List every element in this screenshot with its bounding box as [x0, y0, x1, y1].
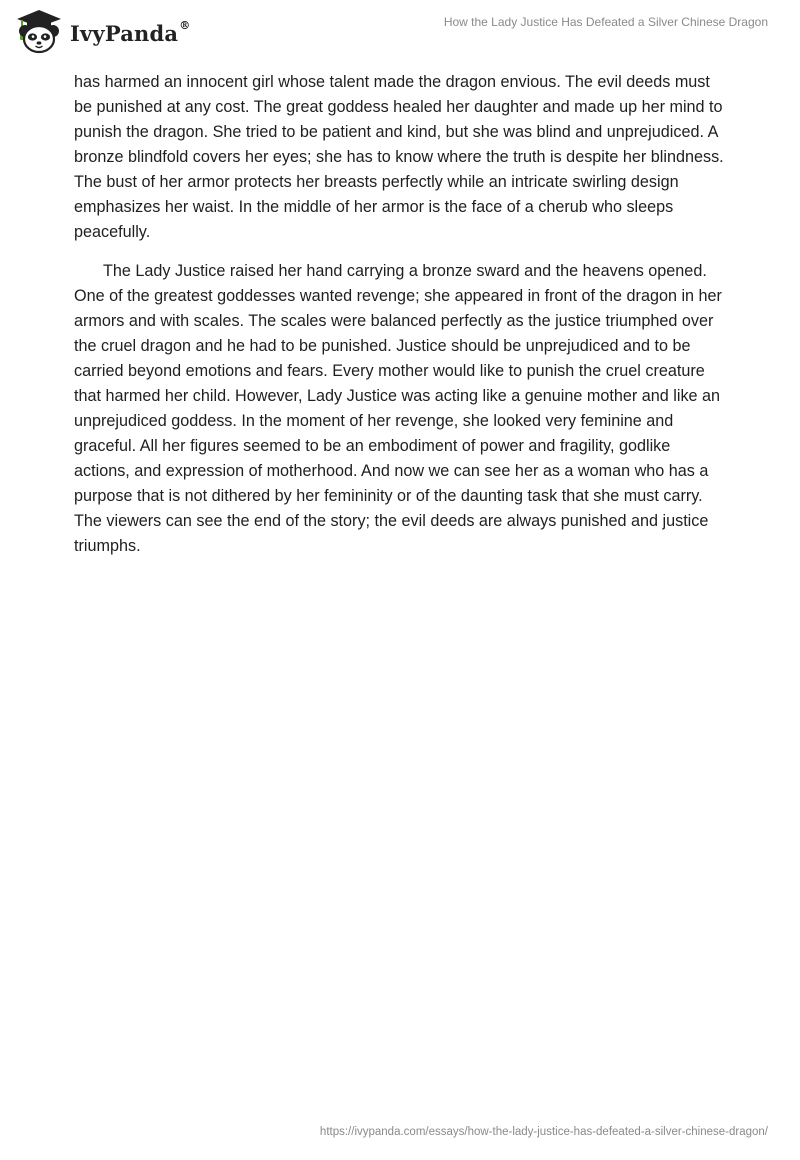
essay-body — [74, 70, 726, 573]
brand-name: IvyPanda® — [70, 18, 191, 46]
panda-graduate-icon — [14, 8, 64, 54]
registered-mark: ® — [179, 18, 191, 32]
paragraph-continued: has harmed an innocent girl whose talent made the dragon envious. The evil deeds must be punished at any cost. The great goddess healed her daughter and made up her mind to punish the dragon. She tried to be patient and kind, but she was blind and unprejudiced. A bronze blindfold covers her eyes; she has to know where the truth is despite her blindness. The bust of her armor protects her breasts perfectly while an intricate swirling design emphasizes her waist. In the middle of her armor is the face of a cherub who sleeps peacefully. — [74, 73, 724, 241]
ivypanda-logo[interactable] — [14, 8, 190, 54]
source-url[interactable]: https://ivypanda.com/essays/how-the-lady-justice-has-defeated-a-silver-chinese-dragon/ — [319, 1126, 768, 1138]
page-header — [0, 0, 800, 62]
paragraph: The Lady Justice raised her hand carrying a bronze sward and the heavens opened. One of the greatest goddesses wanted revenge; she appeared in front of the dragon in her armors and with scales. The scales were balanced perfectly as the justice triumphed over the cruel dragon and he had to be punished. Justice should be unprejudiced and to be carried beyond emotions and fears. Every mother would like to punish the cruel creature that harmed her child. However, Lady Justice was acting like a genuine mother and like an unprejudiced goddess. In the moment of her revenge, she looked very feminine and graceful. All her figures seemed to be an embodiment of power and fragility, godlike actions, and expression of motherhood. And now we can see her as a woman who has a purpose that is not dithered by her femininity or of the daunting task that she must carry. The viewers can see the end of the story; the evil deeds are always punished and justice triumphs. — [74, 262, 722, 555]
document-title: How the Lady Justice Has Defeated a Silver Chinese Dragon — [443, 15, 768, 29]
